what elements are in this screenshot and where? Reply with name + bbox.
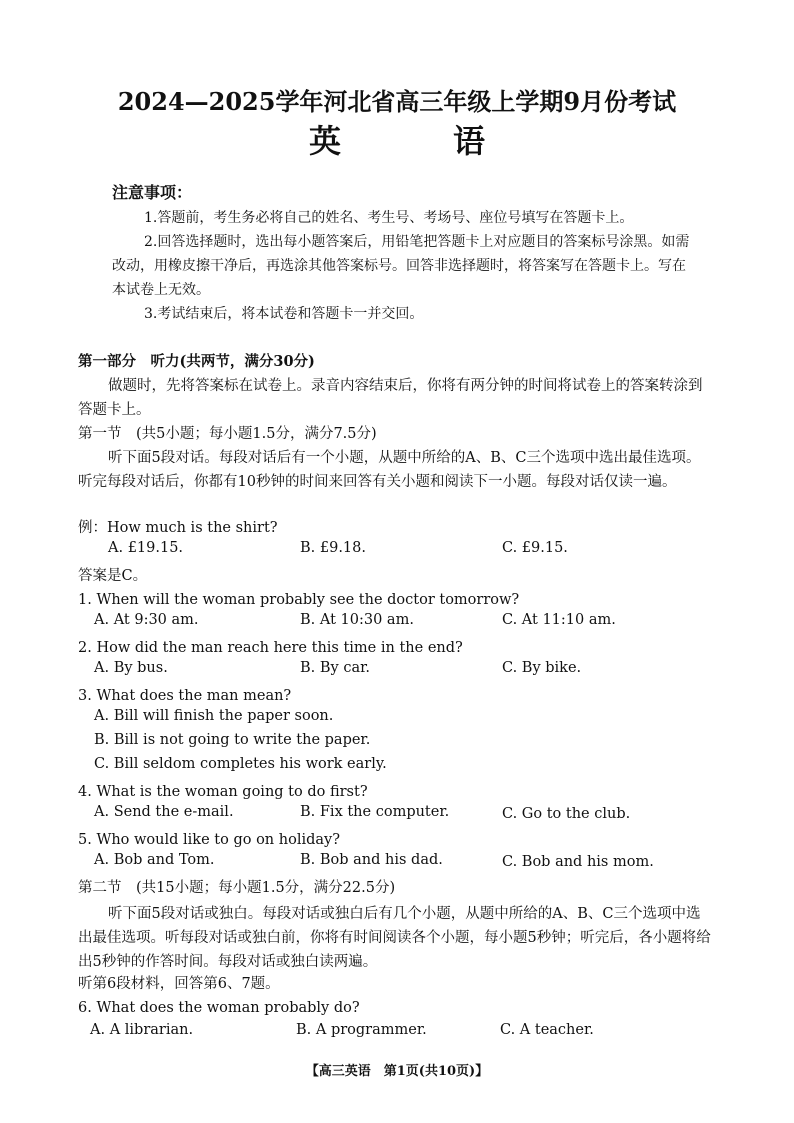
q5-option-b: B. Bob and his dad. (300, 852, 443, 868)
example-options (78, 540, 714, 564)
notice-item-2: 2.回答选择题时，选出每小题答案后，用铅笔把答题卡上对应题目的答案标号涂黑。如需改动，用橡皮擦干净后，再选涂其他答案标号。回答非选择题时，将答案写在答题卡上。写在本试卷上无效。 (112, 234, 690, 298)
q6-option-a: A. A librarian. (90, 1022, 194, 1038)
section1-heading: 第一节 (共5小题；每小题1.5分，满分7.5分) (78, 426, 377, 442)
q1-option-a: A. At 9:30 am. (94, 612, 199, 628)
part1-intro: 做题时，先将答案标在试卷上。录音内容结束后，你将有两分钟的时间将试卷上的答案转涂到答题卡上。 (78, 378, 703, 418)
question-2: 2. How did the man reach here this time in the end? (78, 640, 463, 656)
notice-item-1: 1.答题前，考生务必将自己的姓名、考生号、考场号、座位号填写在答题卡上。 (144, 210, 634, 226)
question-3: 3. What does the man mean? (78, 688, 292, 704)
example-option-b: B. £9.18. (300, 540, 366, 556)
q4-option-b: B. Fix the computer. (300, 804, 450, 820)
question-1-options (78, 612, 714, 636)
question-5-options (78, 852, 714, 876)
subject-title: 英 语 (308, 122, 525, 160)
q2-option-a: A. By bus. (94, 660, 168, 676)
notice-heading: 注意事项： (112, 183, 193, 202)
question-1: 1. When will the woman probably see the doctor tomorrow? (78, 592, 520, 608)
question-2-options (78, 660, 714, 684)
page-footer: 【高三英语 第1页(共10页)】 (305, 1064, 489, 1079)
part1-heading: 第一部分 听力(共两节，满分30分) (78, 353, 315, 370)
example-option-a: A. £19.15. (108, 540, 184, 556)
q1-option-c: C. At 11:10 am. (502, 612, 616, 628)
example-answer: 答案是C。 (78, 568, 148, 584)
exam-title: 2024—2025学年河北省高三年级上学期9月份考试 (117, 87, 677, 116)
question-4: 4. What is the woman going to do first? (78, 784, 368, 800)
q2-option-b: B. By car. (300, 660, 371, 676)
q3-option-c: C. Bill seldom completes his work early. (94, 756, 387, 772)
q5-option-c: C. Bob and his mom. (502, 854, 654, 870)
question-4-options (78, 804, 714, 828)
section2-intro: 听下面5段对话或独白。每段对话或独白后有几个小题，从题中所给的A、B、C三个选项中选出最佳选项。听每段对话或独白前，你将有时间阅读各个小题，每小题5秒钟；听完后，各小题将给出5秒钟的作答时间。每段对话或独白读两遍。 (78, 906, 711, 970)
section2-heading: 第二节 (共15小题；每小题1.5分，满分22.5分) (78, 880, 396, 896)
question-6: 6. What does the woman probably do? (78, 1000, 360, 1016)
example-question: 例：How much is the shirt? (78, 520, 278, 536)
material-instruction: 听第6段材料，回答第6、7题。 (78, 976, 280, 992)
q2-option-c: C. By bike. (502, 660, 582, 676)
notice-item-3: 3.考试结束后，将本试卷和答题卡一并交回。 (144, 306, 424, 322)
q3-option-b: B. Bill is not going to write the paper. (94, 732, 371, 748)
q5-option-a: A. Bob and Tom. (94, 852, 215, 868)
q1-option-b: B. At 10:30 am. (300, 612, 414, 628)
section1-intro: 听下面5段对话。每段对话后有一个小题，从题中所给的A、B、C三个选项中选出最佳选项。听完每段对话后，你都有10秒钟的时间来回答有关小题和阅读下一小题。每段对话仅读一遍。 (78, 450, 701, 490)
q3-option-a: A. Bill will finish the paper soon. (94, 708, 334, 724)
question-5: 5. Who would like to go on holiday? (78, 832, 340, 848)
q4-option-c: C. Go to the club. (502, 806, 631, 822)
q6-option-c: C. A teacher. (500, 1022, 594, 1038)
q6-option-b: B. A programmer. (296, 1022, 427, 1038)
q4-option-a: A. Send the e-mail. (94, 804, 234, 820)
example-option-c: C. £9.15. (502, 540, 568, 556)
question-6-options (78, 1022, 714, 1046)
